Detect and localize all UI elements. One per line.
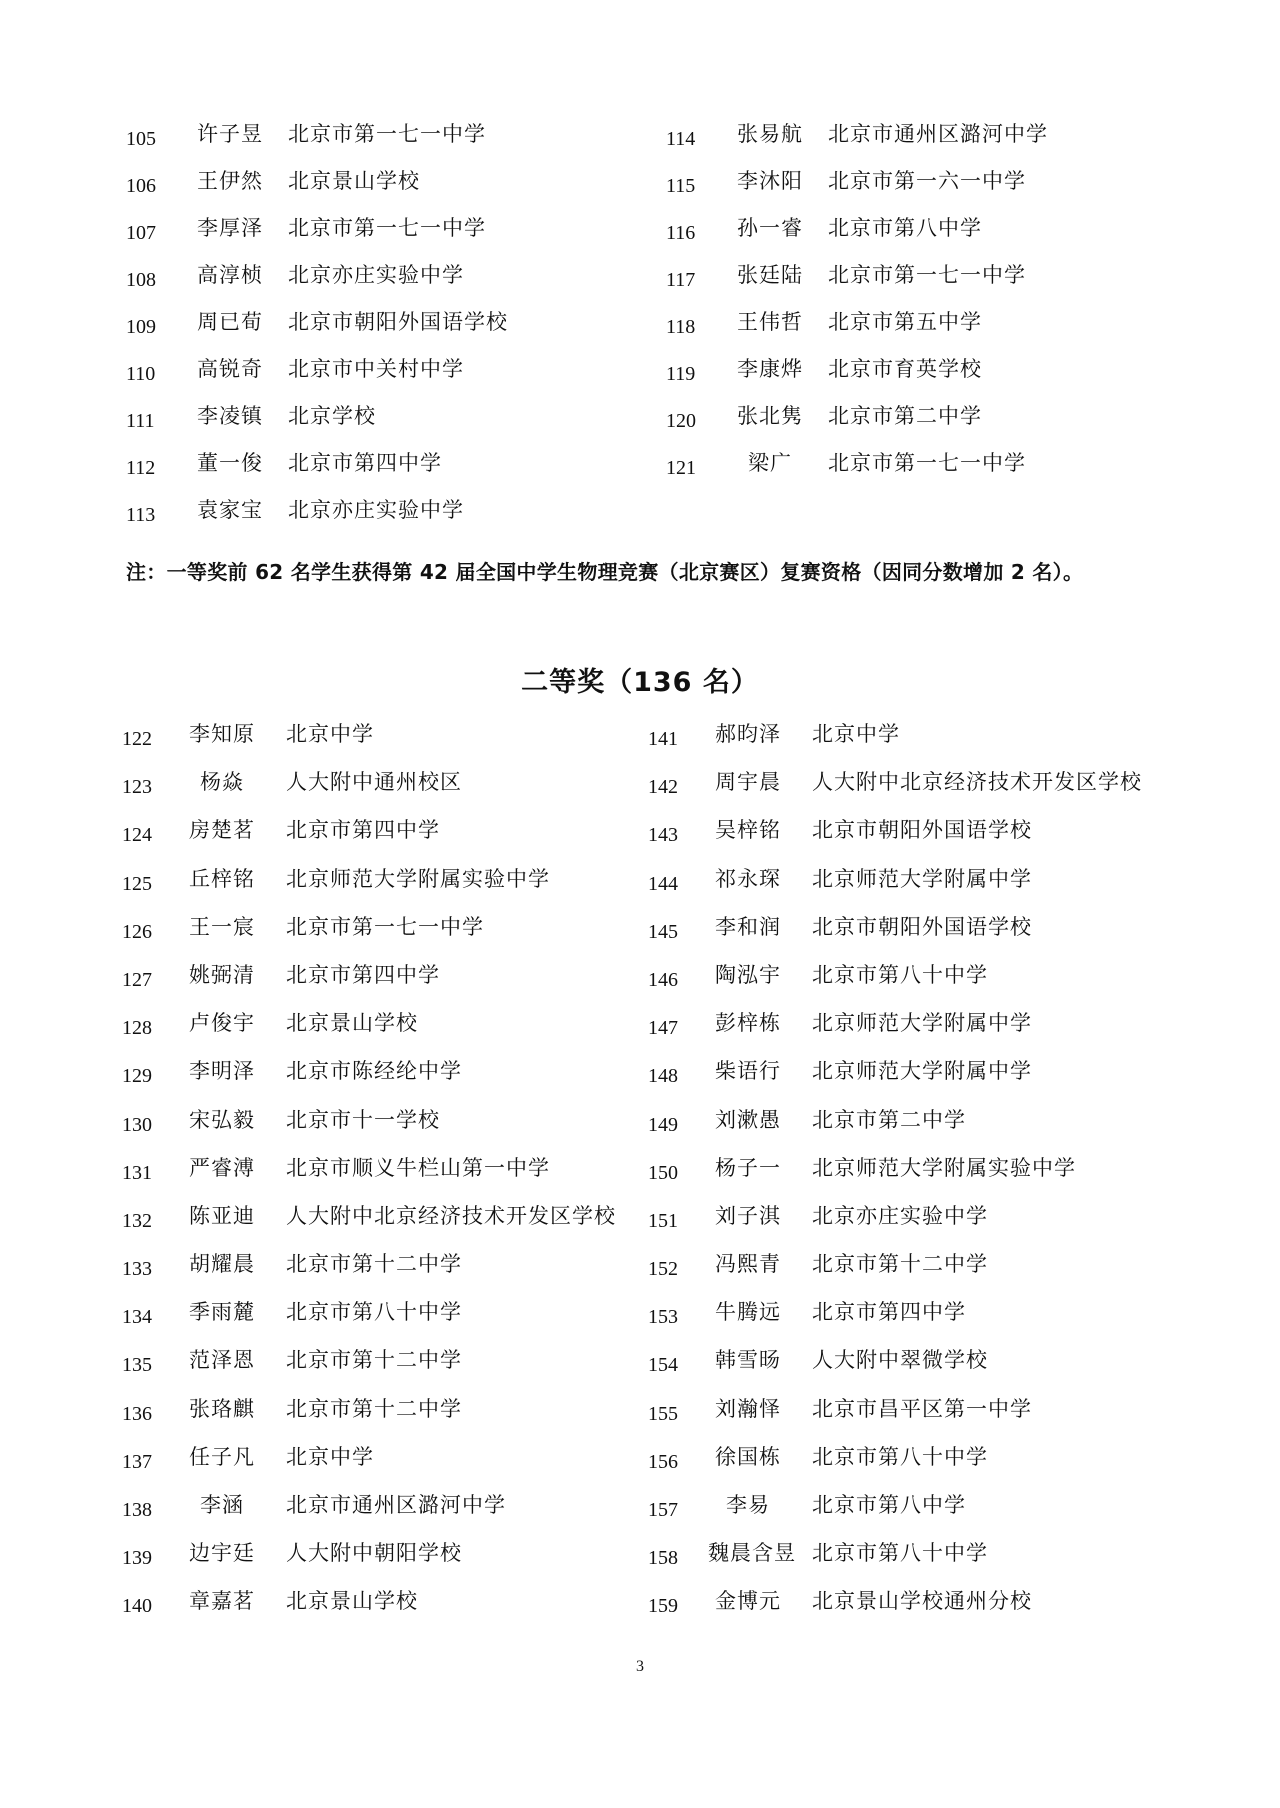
school-name: 北京市朝阳外国语学校 [288,310,508,334]
school-name: 北京市第一七一中学 [286,914,484,939]
student-name: 韩雪旸 [715,1348,781,1373]
student-name: 李康烨 [737,357,803,381]
rank-number: 114 [666,128,696,150]
school-name: 北京市第八十中学 [812,1541,988,1566]
school-name: 北京亦庄实验中学 [288,263,464,287]
school-name: 北京市陈经纶中学 [286,1059,462,1084]
school-name: 北京市第一六一中学 [828,169,1026,193]
school-name: 人大附中北京经济技术开发区学校 [286,1203,616,1228]
school-name: 北京市第八中学 [812,1493,966,1517]
rank-number: 117 [666,269,696,291]
student-name: 房楚茗 [189,818,255,843]
rank-number: 121 [666,457,696,479]
school-name: 北京市第一七一中学 [828,451,1026,475]
school-name: 北京亦庄实验中学 [288,498,464,522]
school-name: 北京市第十二中学 [286,1396,462,1421]
student-name: 范泽恩 [189,1348,255,1373]
student-name: 章嘉茗 [189,1589,255,1614]
student-name: 杨焱 [200,770,244,795]
second-prize-heading: 二等奖（136 名） [521,667,759,698]
rank-number: 155 [648,1402,678,1425]
school-name: 北京市第十二中学 [812,1252,988,1277]
student-name: 梁广 [748,451,792,475]
school-name: 北京市第十二中学 [286,1348,462,1373]
rank-number: 109 [126,316,156,338]
student-name: 冯熙青 [715,1252,781,1277]
school-name: 北京市第八十中学 [286,1300,462,1325]
rank-number: 125 [122,872,152,895]
school-name: 北京市通州区潞河中学 [828,122,1048,146]
school-name: 北京景山学校 [286,1589,418,1614]
school-name: 北京师范大学附属实验中学 [812,1155,1076,1180]
student-name: 陈亚迪 [189,1203,255,1228]
school-name: 人大附中朝阳学校 [286,1541,462,1566]
rank-number: 147 [648,1017,678,1040]
rank-number: 131 [122,1161,152,1184]
school-name: 北京市朝阳外国语学校 [812,818,1032,843]
rank-number: 148 [648,1065,678,1088]
school-name: 北京师范大学附属中学 [812,1011,1032,1036]
school-name: 北京市第四中学 [288,451,442,475]
rank-number: 111 [126,410,155,432]
rank-number: 149 [648,1113,678,1136]
student-name: 严睿溥 [189,1155,255,1180]
school-name: 人大附中北京经济技术开发区学校 [812,770,1142,795]
rank-number: 138 [122,1499,152,1521]
rank-number: 112 [126,457,156,479]
student-name: 周宇晨 [715,770,781,795]
student-name: 许子昱 [197,122,263,146]
rank-number: 119 [666,363,696,385]
student-name: 张北隽 [737,404,803,428]
rank-number: 156 [648,1450,678,1473]
rank-number: 144 [648,872,678,895]
student-name: 魏晨含昱 [708,1541,796,1566]
rank-number: 150 [648,1161,678,1184]
rank-number: 105 [126,128,156,150]
student-name: 高锐奇 [197,357,263,381]
rank-number: 152 [648,1258,678,1281]
student-name: 吴梓铭 [715,818,781,843]
student-name: 高淳桢 [197,263,263,287]
school-name: 北京景山学校 [288,169,420,193]
student-name: 陶泓宇 [715,962,781,987]
student-name: 张易航 [737,122,803,146]
student-name: 姚弼清 [189,962,255,987]
student-name: 刘漱愚 [715,1107,781,1132]
rank-number: 137 [122,1450,152,1473]
student-name: 张廷陆 [737,263,803,287]
rank-number: 120 [666,410,696,432]
school-name: 北京景山学校 [286,1011,418,1036]
rank-number: 130 [122,1113,152,1136]
school-name: 北京市第一七一中学 [828,263,1026,287]
school-name: 北京中学 [286,722,374,746]
rank-number: 135 [122,1354,152,1377]
rank-number: 145 [648,920,678,943]
student-name: 宋弘毅 [189,1107,255,1132]
rank-number: 115 [666,175,696,197]
rank-number: 151 [648,1209,678,1232]
rank-number: 128 [122,1017,152,1040]
student-name: 李凌镇 [197,404,263,428]
student-name: 李涵 [200,1493,244,1517]
student-name: 周已荀 [197,310,263,334]
school-name: 北京中学 [812,722,900,746]
rank-number: 134 [122,1306,152,1329]
qualification-note: 注：一等奖前 62 名学生获得第 42 届全国中学生物理竞赛（北京赛区）复赛资格（因同分数增加 2 名）。 [126,560,1084,584]
student-name: 郝昀泽 [715,722,781,746]
rank-number: 154 [648,1354,678,1377]
rank-number: 126 [122,920,152,943]
rank-number: 142 [648,776,678,799]
school-name: 北京市育英学校 [828,357,982,381]
student-name: 李易 [726,1493,770,1517]
page-number: 3 [636,1658,644,1675]
rank-number: 157 [648,1499,678,1521]
rank-number: 123 [122,776,152,799]
rank-number: 159 [648,1595,678,1618]
school-name: 北京市第一七一中学 [288,216,486,240]
school-name: 北京市顺义牛栏山第一中学 [286,1155,550,1180]
student-name: 王伊然 [197,169,263,193]
rank-number: 124 [122,824,152,847]
school-name: 北京市第八十中学 [812,1444,988,1469]
school-name: 北京市第一七一中学 [288,122,486,146]
student-name: 张珞麒 [189,1396,255,1421]
student-name: 柴语行 [715,1059,781,1084]
student-name: 李明泽 [189,1059,255,1084]
school-name: 北京市中关村中学 [288,357,464,381]
rank-number: 143 [648,824,678,847]
student-name: 祁永琛 [715,866,781,891]
rank-number: 127 [122,968,152,991]
rank-number: 153 [648,1306,678,1329]
student-name: 牛腾远 [715,1300,781,1325]
school-name: 人大附中通州校区 [286,770,462,795]
student-name: 彭梓栋 [715,1011,781,1036]
school-name: 北京市第二中学 [812,1107,966,1132]
rank-number: 106 [126,175,156,197]
rank-number: 132 [122,1209,152,1232]
student-name: 季雨麓 [189,1300,255,1325]
student-name: 金博元 [715,1589,781,1614]
school-name: 北京中学 [286,1444,374,1469]
student-name: 胡耀晨 [189,1252,255,1277]
school-name: 北京市第四中学 [286,962,440,987]
school-name: 北京市第八中学 [828,216,982,240]
school-name: 北京师范大学附属中学 [812,1059,1032,1084]
rank-number: 136 [122,1402,152,1425]
rank-number: 139 [122,1547,152,1570]
school-name: 北京学校 [288,404,376,428]
rank-number: 129 [122,1065,152,1088]
school-name: 北京亦庄实验中学 [812,1203,988,1228]
rank-number: 158 [648,1547,678,1570]
school-name: 北京市昌平区第一中学 [812,1396,1032,1421]
student-name: 孙一睿 [737,216,803,240]
rank-number: 140 [122,1595,152,1618]
school-name: 北京师范大学附属中学 [812,866,1032,891]
student-name: 王一宸 [189,914,255,939]
student-name: 李和润 [715,914,781,939]
rank-number: 118 [666,316,696,338]
student-name: 王伟哲 [737,310,803,334]
student-name: 徐国栋 [715,1444,781,1469]
school-name: 北京市第二中学 [828,404,982,428]
student-name: 丘梓铭 [189,866,255,891]
student-name: 任子凡 [189,1444,255,1469]
school-name: 北京市第八十中学 [812,962,988,987]
student-name: 李厚泽 [197,216,263,240]
student-name: 李知原 [189,722,255,746]
rank-number: 110 [126,363,156,385]
student-name: 董一俊 [197,451,263,475]
rank-number: 146 [648,968,678,991]
rank-number: 107 [126,222,156,244]
student-name: 袁家宝 [197,498,263,522]
rank-number: 113 [126,504,156,526]
student-name: 刘子淇 [715,1203,781,1228]
school-name: 人大附中翠微学校 [812,1348,988,1373]
rank-number: 122 [122,728,152,750]
school-name: 北京市第四中学 [286,818,440,843]
school-name: 北京市朝阳外国语学校 [812,914,1032,939]
school-name: 北京景山学校通州分校 [812,1589,1032,1614]
school-name: 北京市十一学校 [286,1107,440,1132]
rank-number: 141 [648,728,678,750]
rank-number: 108 [126,269,156,291]
school-name: 北京市第十二中学 [286,1252,462,1277]
student-name: 卢俊宇 [189,1011,255,1036]
school-name: 北京师范大学附属实验中学 [286,866,550,891]
rank-number: 133 [122,1258,152,1281]
student-name: 边宇廷 [189,1541,255,1566]
school-name: 北京市第五中学 [828,310,982,334]
rank-number: 116 [666,222,696,244]
school-name: 北京市通州区潞河中学 [286,1493,506,1517]
student-name: 李沐阳 [737,169,803,193]
student-name: 刘瀚怿 [715,1396,781,1421]
school-name: 北京市第四中学 [812,1300,966,1325]
student-name: 杨子一 [715,1155,781,1180]
